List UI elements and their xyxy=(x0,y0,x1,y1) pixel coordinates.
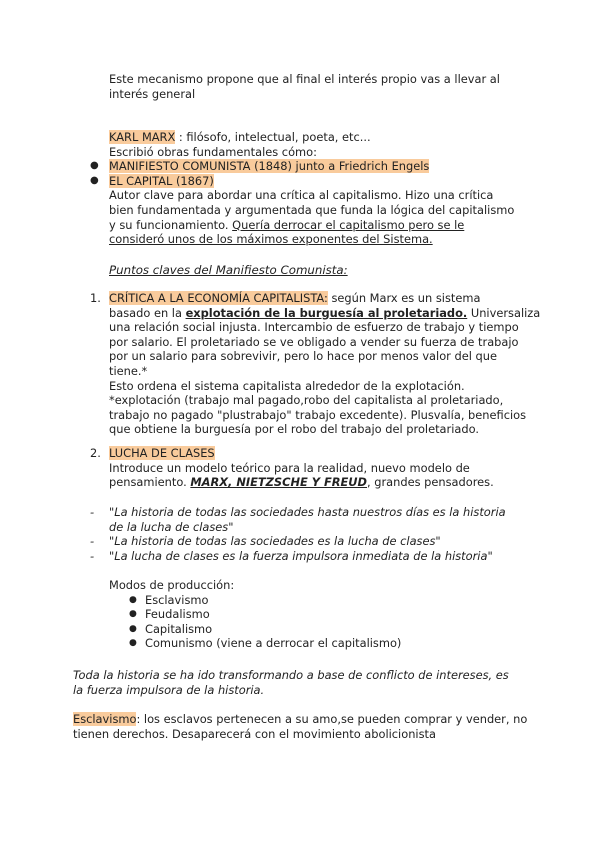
intro-line: interés general xyxy=(109,86,196,101)
modo-label: Comunismo (viene a derrocar el capitalismo) xyxy=(145,636,402,651)
capital-text-line xyxy=(109,218,514,233)
item2-title-highlight: LUCHA DE CLASES xyxy=(109,446,215,460)
list-number: 2. xyxy=(90,446,101,460)
item1-text: basado en la xyxy=(109,305,186,320)
quote-item xyxy=(90,534,506,549)
esclavismo-highlight: Esclavismo xyxy=(73,712,137,726)
puntos-heading-block xyxy=(109,263,348,278)
marx-name-highlight: KARL MARX xyxy=(109,130,176,144)
item1-line: una relación social injusta. Intercambio de esfuerzo de trabajo y tiempo xyxy=(109,320,519,335)
dash-marker: - xyxy=(90,505,95,519)
quote-text: "La historia de todas las sociedades hasta nuestros días es la historia xyxy=(109,505,506,519)
marx-obras-line: Escribió obras fundamentales cómo: xyxy=(109,144,317,159)
bullet-icon: ● xyxy=(90,174,99,186)
list-item xyxy=(109,607,401,622)
marx-heading xyxy=(109,130,514,145)
item1-line: tiene.* xyxy=(109,363,148,378)
bullet-icon: ● xyxy=(129,623,137,634)
conclusion-paragraph xyxy=(73,668,509,697)
item1-first-line xyxy=(90,291,540,306)
modo-label: Capitalismo xyxy=(145,621,213,636)
item2-section xyxy=(90,446,494,490)
modo-label: Esclavismo xyxy=(145,592,209,607)
bullet-icon: ● xyxy=(129,594,137,605)
list-item xyxy=(109,636,401,651)
puntos-heading: Puntos claves del Manifiesto Comunista: xyxy=(109,263,348,277)
marx-section xyxy=(90,130,515,247)
capital-text: y su funcionamiento. xyxy=(109,217,233,232)
capital-underlined: Quería derrocar el capitalismo pero se le xyxy=(232,217,465,232)
list-item xyxy=(109,622,401,637)
explotacion-emphasis: explotación de la burguesía al proletariado. xyxy=(185,305,468,320)
conclusion-line: la fuerza impulsora de la historia. xyxy=(73,682,265,697)
thinkers-emphasis: MARX, NIETZSCHE Y FREUD xyxy=(190,475,368,490)
item2-line: Introduce un modelo teórico para la realidad, nuevo modelo de xyxy=(109,460,470,475)
list-number: 1. xyxy=(90,291,101,305)
bullet-icon: ● xyxy=(129,609,137,620)
capital-text-line: bien fundamentada y argumentada que funda la lógica del capitalismo xyxy=(109,202,515,217)
esclavismo-line: tienen derechos. Desaparecerá con el movimiento abolicionista xyxy=(73,726,436,741)
esclavismo-paragraph xyxy=(73,712,527,741)
item1-line: *explotación (trabajo mal pagado,robo del capitalista al proletariado, xyxy=(109,393,504,408)
modos-section xyxy=(109,578,401,651)
quote-text: "La historia de todas las sociedades es la lucha de clases" xyxy=(109,534,441,549)
item2-text: , grandes pensadores. xyxy=(367,475,494,490)
item1-line: que obtiene la burguesía por el robo del trabajo del proletariado. xyxy=(109,422,479,437)
quote-item xyxy=(90,548,506,564)
item1-line xyxy=(109,306,540,321)
dash-marker: - xyxy=(90,534,95,549)
dash-marker: - xyxy=(90,548,95,563)
list-item xyxy=(109,593,401,608)
manifiesto-highlight: MANIFIESTO COMUNISTA (1848) junto a Friedrich Engels xyxy=(109,159,430,174)
list-item xyxy=(90,159,514,174)
esclavismo-text: : los esclavos pertenecen a su amo,se pueden comprar y vender, no xyxy=(136,712,528,726)
capital-highlight: EL CAPITAL (1867) xyxy=(109,173,214,188)
item1-text: según Marx es un sistema xyxy=(327,291,481,305)
quote-item xyxy=(90,505,506,520)
modos-title: Modos de producción: xyxy=(109,578,235,592)
capital-text-line: Autor clave para abordar una crítica al capitalismo. Hizo una crítica xyxy=(109,188,494,203)
capital-underlined-line: consideró unos de los máximos exponentes del Sistema. xyxy=(109,232,433,247)
item1-section xyxy=(90,291,541,437)
item1-text: Universaliza xyxy=(467,305,541,320)
item2-first-line xyxy=(90,446,494,461)
item1-line: Esto ordena el sistema capitalista alrededor de la explotación. xyxy=(109,378,465,393)
bullet-icon: ● xyxy=(90,160,99,172)
quote-text: de la lucha de clases" xyxy=(109,519,234,534)
item1-line: por salario. El proletariado se ve obligado a vender su fuerza de trabajo xyxy=(109,334,519,349)
item1-line: trabajo no pagado "plustrabajo" trabajo excedente). Plusvalía, beneficios xyxy=(109,407,527,422)
list-item xyxy=(90,173,514,189)
intro-line: Este mecanismo propone que al final el interés propio vas a llevar al xyxy=(109,72,500,86)
intro-paragraph xyxy=(109,72,500,101)
item1-line: por un salario para sobrevivir, pero lo hace por menos valor del que xyxy=(109,349,497,364)
bullet-icon: ● xyxy=(129,638,137,649)
quotes-list xyxy=(90,505,506,563)
modo-label: Feudalismo xyxy=(145,607,210,622)
quote-text: "La lucha de clases es la fuerza impulsora inmediata de la historia" xyxy=(109,548,493,563)
marx-description: : filósofo, intelectual, poeta, etc... xyxy=(175,130,371,144)
conclusion-line: Toda la historia se ha ido transformando a base de conflicto de intereses, es xyxy=(73,668,509,682)
item2-text: pensamiento. xyxy=(109,475,191,490)
item1-title-highlight: CRÍTICA A LA ECONOMÍA CAPITALISTA: xyxy=(109,291,328,305)
item2-line xyxy=(109,475,494,490)
esclavismo-line xyxy=(73,712,527,727)
